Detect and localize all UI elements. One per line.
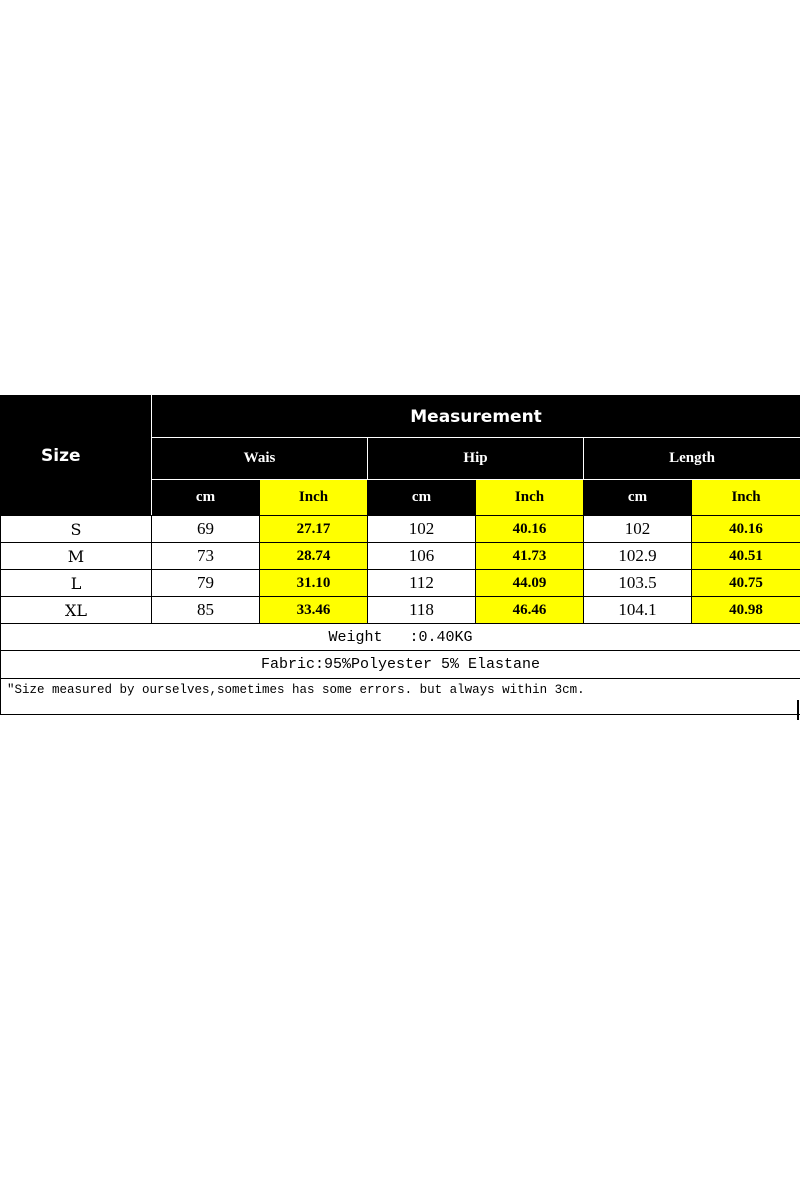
size-chart xyxy=(0,395,800,715)
length-inch-cell: 40.51 xyxy=(692,543,800,570)
hip-inch-cell: 44.09 xyxy=(476,570,584,597)
size-cell: M xyxy=(1,543,152,570)
hip-cm-cell: 106 xyxy=(368,543,476,570)
length-cm-cell: 104.1 xyxy=(584,597,692,624)
hip-cm-cell: 102 xyxy=(368,516,476,543)
table-row xyxy=(1,570,800,597)
waist-inch-cell: 33.46 xyxy=(260,597,368,624)
waist-inch-cell: 27.17 xyxy=(260,516,368,543)
hip-header: Hip xyxy=(368,438,584,480)
hip-cm-header: cm xyxy=(368,480,476,516)
waist-cm-cell: 69 xyxy=(152,516,260,543)
hip-inch-cell: 40.16 xyxy=(476,516,584,543)
length-inch-header: Inch xyxy=(692,480,800,516)
length-inch-cell: 40.75 xyxy=(692,570,800,597)
length-cm-cell: 102 xyxy=(584,516,692,543)
fabric-row: Fabric:95%Polyester 5% Elastane xyxy=(1,651,800,679)
waist-cm-header: cm xyxy=(152,480,260,516)
size-note: "Size measured by ourselves,sometimes has some errors. but always within 3cm. xyxy=(1,679,800,715)
measurement-header: Measurement xyxy=(152,396,800,438)
waist-inch-cell: 28.74 xyxy=(260,543,368,570)
hip-cm-cell: 118 xyxy=(368,597,476,624)
length-inch-cell: 40.16 xyxy=(692,516,800,543)
waist-inch-cell: 31.10 xyxy=(260,570,368,597)
hip-inch-header: Inch xyxy=(476,480,584,516)
table-row xyxy=(1,516,800,543)
waist-header: Wais xyxy=(152,438,368,480)
length-cm-header: cm xyxy=(584,480,692,516)
size-table xyxy=(0,395,800,715)
waist-cm-cell: 79 xyxy=(152,570,260,597)
size-header: Size xyxy=(1,396,152,516)
weight-row: Weight :0.40KG xyxy=(1,624,800,651)
length-cm-cell: 103.5 xyxy=(584,570,692,597)
hip-cm-cell: 112 xyxy=(368,570,476,597)
size-cell: XL xyxy=(1,597,152,624)
waist-cm-cell: 85 xyxy=(152,597,260,624)
length-inch-cell: 40.98 xyxy=(692,597,800,624)
waist-inch-header: Inch xyxy=(260,480,368,516)
length-header: Length xyxy=(584,438,800,480)
edge-line xyxy=(797,700,799,720)
table-row xyxy=(1,543,800,570)
length-cm-cell: 102.9 xyxy=(584,543,692,570)
hip-inch-cell: 46.46 xyxy=(476,597,584,624)
table-row xyxy=(1,597,800,624)
hip-inch-cell: 41.73 xyxy=(476,543,584,570)
waist-cm-cell: 73 xyxy=(152,543,260,570)
size-cell: L xyxy=(1,570,152,597)
size-cell: S xyxy=(1,516,152,543)
